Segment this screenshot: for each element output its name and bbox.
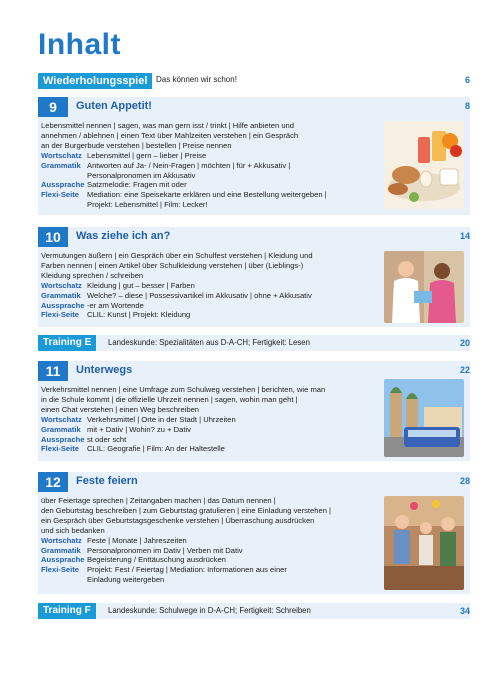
wortschatz-label: Wortschatz — [41, 535, 82, 545]
content-line: einen Chat verstehen | einen Weg beschreiben — [41, 404, 200, 414]
unit-number: 12 — [38, 472, 68, 492]
unit-title: Feste feiern — [76, 475, 138, 487]
unit-content — [41, 121, 381, 210]
unit-page-number: 28 — [459, 476, 470, 486]
unit-10 — [38, 227, 470, 327]
unit-number: 10 — [38, 227, 68, 247]
training-badge: Training E — [38, 335, 96, 351]
grammatik-label: Grammatik — [41, 545, 81, 555]
aussprache-text: -er am Wortende — [87, 300, 144, 310]
content-line: Verkehrsmittel nennen | eine Umfrage zum Schulweg verstehen | berichten, wie man — [41, 385, 326, 394]
clothes-photo — [384, 251, 464, 323]
flexi-text: CLIL: Geografie | Film: An der Haltestelle — [87, 444, 225, 454]
party-photo — [384, 496, 464, 590]
content-line: annehmen / ablehnen | einen Text über Mahlzeiten verstehen | ein Gespräch — [41, 130, 299, 140]
flexi-text-cont: Einladung weitergeben — [87, 575, 165, 585]
unit-content — [41, 496, 381, 585]
grammatik-text: Antworten auf Ja- / Nein-Fragen | möchten | für + Akkusativ | — [87, 160, 291, 170]
unit-page-number: 22 — [459, 365, 470, 375]
aussprache-label: Aussprache — [41, 300, 85, 310]
content-line: an der Burgerbude verstehen | bestellen | Preise nennen — [41, 140, 232, 150]
unit-9 — [38, 97, 470, 215]
city-tram-photo — [384, 379, 464, 457]
grammatik-text: Personalpronomen im Dativ | Verben mit Dativ — [87, 545, 243, 555]
unit-number: 9 — [38, 97, 68, 117]
training-page-number: 20 — [459, 338, 470, 348]
review-page-number: 6 — [464, 75, 470, 85]
wortschatz-label: Wortschatz — [41, 150, 82, 160]
wortschatz-label: Wortschatz — [41, 280, 82, 290]
content-line: Kleidung sprechen / schreiben — [41, 270, 144, 280]
review-description: Das können wir schon! — [156, 75, 237, 84]
review-row — [38, 73, 470, 89]
wortschatz-text: Lebensmittel | gern – lieber | Preise — [87, 150, 207, 160]
aussprache-text: Begeisterung / Enttäuschung ausdrücken — [87, 555, 226, 565]
unit-content — [41, 385, 381, 454]
content-line: Vermutungen äußern | ein Gespräch über ein Schulfest verstehen | Kleidung und — [41, 251, 313, 260]
grammatik-label: Grammatik — [41, 160, 81, 170]
aussprache-label: Aussprache — [41, 434, 85, 444]
unit-page-number: 14 — [459, 231, 470, 241]
training-badge: Training F — [38, 603, 96, 619]
grammatik-label: Grammatik — [41, 290, 81, 300]
training-e-row — [38, 335, 470, 351]
grammatik-text: Welche? – diese | Possessivartikel im Akkusativ | ohne + Akkusativ — [87, 290, 312, 300]
training-description: Landeskunde: Schulwege in D-A-CH; Fertigkeit: Schreiben — [108, 606, 311, 615]
unit-11 — [38, 361, 470, 461]
aussprache-label: Aussprache — [41, 555, 85, 565]
flexi-label: Flexi-Seite — [41, 310, 79, 320]
unit-number: 11 — [38, 361, 68, 381]
unit-title: Was ziehe ich an? — [76, 230, 171, 242]
content-line: den Geburtstag beschreiben | zum Geburtstag gratulieren | eine Einladung verstehen | — [41, 505, 332, 515]
unit-header — [38, 472, 470, 492]
content-line: in die Schule kommt | die offizielle Uhrzeit nennen | sagen, wohin man geht | — [41, 394, 298, 404]
flexi-text: Mediation: eine Speisekarte erklären und eine Bestellung weitergeben | — [87, 190, 327, 200]
training-page-number: 34 — [459, 606, 470, 616]
page-title: Inhalt — [38, 28, 121, 61]
content-line: und sich bedanken — [41, 525, 105, 535]
flexi-label: Flexi-Seite — [41, 444, 79, 454]
flexi-label: Flexi-Seite — [41, 565, 79, 575]
unit-header — [38, 227, 470, 247]
wortschatz-text: Feste | Monate | Jahreszeiten — [87, 535, 187, 545]
unit-12 — [38, 472, 470, 594]
grammatik-text-cont: Personalpronomen im Akkusativ — [87, 170, 196, 180]
unit-content — [41, 251, 381, 320]
grammatik-label: Grammatik — [41, 424, 81, 434]
aussprache-label: Aussprache — [41, 180, 85, 190]
flexi-text: CLIL: Kunst | Projekt: Kleidung — [87, 310, 191, 320]
content-line: über Feiertage sprechen | Zeitangaben machen | das Datum nennen | — [41, 496, 276, 505]
wortschatz-text: Verkehrsmittel | Orte in der Stadt | Uhrzeiten — [87, 414, 236, 424]
aussprache-text: Satzmelodie: Fragen mit oder — [87, 180, 187, 190]
flexi-text: Projekt: Fest / Feiertag | Mediation: Informationen aus einer — [87, 565, 287, 575]
content-line: Lebensmittel nennen | sagen, was man gern isst / trinkt | Hilfe anbieten und — [41, 121, 294, 130]
unit-page-number: 8 — [464, 101, 470, 111]
content-line: Farben nennen | einen Artikel über Schulkleidung verstehen | über (Lieblings-) — [41, 260, 304, 270]
wortschatz-label: Wortschatz — [41, 414, 82, 424]
aussprache-text: st oder scht — [87, 434, 127, 444]
content-line: ein Gespräch über Geburtstagsgeschenke verstehen | Überraschung ausdrücken — [41, 515, 315, 525]
review-badge: Wiederholungsspiel — [38, 73, 152, 89]
training-description: Landeskunde: Spezialitäten aus D-A-CH; Fertigkeit: Lesen — [108, 338, 310, 347]
flexi-text-cont: Projekt: Lebensmittel | Film: Lecker! — [87, 200, 208, 210]
unit-header — [38, 97, 470, 117]
breakfast-photo — [384, 121, 464, 209]
unit-header — [38, 361, 470, 381]
flexi-label: Flexi-Seite — [41, 190, 79, 200]
wortschatz-text: Kleidung | gut – besser | Farben — [87, 280, 195, 290]
grammatik-text: mit + Dativ | Wohin? zu + Dativ — [87, 424, 191, 434]
unit-title: Guten Appetit! — [76, 100, 152, 112]
training-f-row — [38, 603, 470, 619]
unit-title: Unterwegs — [76, 364, 133, 376]
